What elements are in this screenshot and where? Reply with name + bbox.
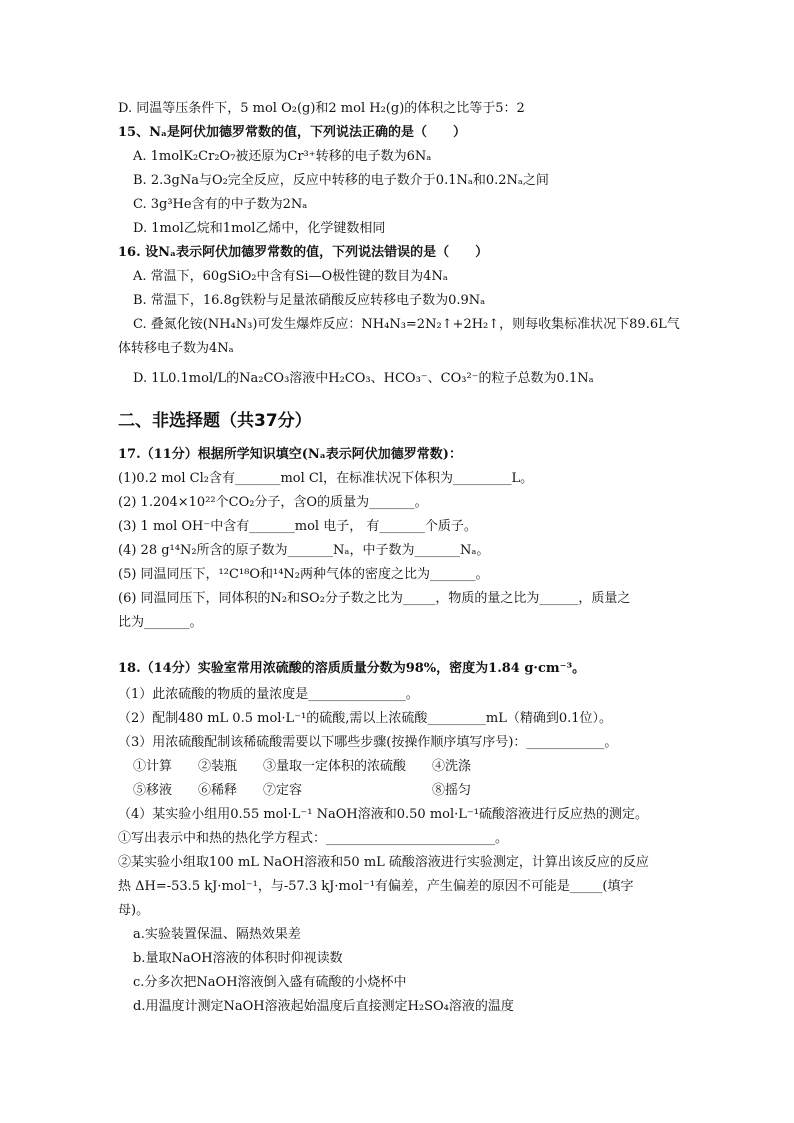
q16-option-c-cont: 体转移电子数为4Nₐ [118, 341, 234, 356]
q18-part-1: （1）此浓硫酸的物质的量浓度是_______________。 [118, 687, 419, 702]
q18-steps-row-2: ⑤移液 ⑥稀释 ⑦定容 ⑧摇匀 [133, 783, 472, 798]
question-18: 18.（14分）实验室常用浓硫酸的溶质质量分数为98%，密度为1.84 g·cm⁻³。 [118, 661, 586, 676]
q18-part-3: （3）用浓硫酸配制该稀硫酸需要以下哪些步骤(按操作顺序填写序号)：____________。 [118, 735, 618, 750]
q18-choice-c: c.分多次把NaOH溶液倒入盛有硫酸的小烧杯中 [133, 975, 407, 990]
q17-part-4: (4) 28 g¹⁴N₂所含的原子数为_______Nₐ，中子数为_______Nₐ。 [118, 543, 490, 558]
q18-part-4: （4）某实验小组用0.55 mol·L⁻¹ NaOH溶液和0.50 mol·L⁻¹硫酸溶液进行反应热的测定。 [118, 807, 648, 822]
q17-part-1: (1)0.2 mol Cl₂含有_______mol Cl，在标准状况下体积为_________L。 [118, 471, 534, 486]
q15-option-a: A. 1molK₂Cr₂O₇被还原为Cr³⁺转移的电子数为6Nₐ [133, 149, 432, 164]
q15-option-b: B. 2.3gNa与O₂完全反应，反应中转移的电子数介于0.1Nₐ和0.2Nₐ之间 [133, 173, 549, 188]
q18-steps-row-1: ①计算 ②装瓶 ③量取一定体积的浓硫酸 ④洗涤 [133, 759, 472, 774]
section-heading: 二、非选择题（共37分） [118, 411, 312, 431]
q18-part-4-2-cont: 热 ΔH=-53.5 kJ·mol⁻¹，与-57.3 kJ·mol⁻¹有偏差，产生偏差的原因不可能是_____(填字 [118, 879, 634, 894]
q16-option-b: B. 常温下，16.8g铁粉与足量浓硝酸反应转移电子数为0.9Nₐ [133, 293, 486, 308]
q18-choice-a: a.实验装置保温、隔热效果差 [133, 927, 301, 942]
q18-part-4-1: ①写出表示中和热的热化学方程式：__________________________。 [118, 831, 509, 846]
q18-choice-b: b.量取NaOH溶液的体积时仰视读数 [133, 951, 343, 966]
q18-part-2: （2）配制480 mL 0.5 mol·L⁻¹的硫酸,需以上浓硫酸_________mL（精确到0.1位）。 [118, 711, 613, 726]
q15-option-c: C. 3g³He含有的中子数为2Nₐ [133, 197, 308, 212]
q17-part-2: (2) 1.204×10²²个CO₂分子，含O的质量为_______。 [118, 495, 428, 510]
q18-part-4-2: ②某实验小组取100 mL NaOH溶液和50 mL 硫酸溶液进行实验测定，计算出该反应的反应 [118, 855, 649, 870]
q16-option-c: C. 叠氮化铵(NH₄N₃)可发生爆炸反应：NH₄N₃=2N₂↑+2H₂↑，则每收集标准状况下89.6L气 [133, 317, 680, 332]
q16-option-a: A. 常温下，60gSiO₂中含有Si—O极性键的数目为4Nₐ [133, 269, 448, 284]
question-17: 17.（11分）根据所学知识填空(Nₐ表示阿伏加德罗常数)： [118, 447, 462, 462]
q14-option-d: D. 同温等压条件下，5 mol O₂(g)和2 mol H₂(g)的体积之比等于5：2 [118, 101, 525, 116]
q17-part-3: (3) 1 mol OH⁻中含有_______mol 电子， 有_______个质子。 [118, 519, 477, 534]
q18-choice-d: d.用温度计测定NaOH溶液起始温度后直接测定H₂SO₄溶液的温度 [133, 999, 514, 1014]
q16-option-d: D. 1L0.1mol/L的Na₂CO₃溶液中H₂CO₃、HCO₃⁻、CO₃²⁻的粒子总数为0.1Nₐ [133, 371, 594, 386]
q17-part-5: (5) 同温同压下，¹²C¹⁸O和¹⁴N₂两种气体的密度之比为_______。 [118, 567, 489, 582]
q18-part-4-2-cont2: 母)。 [118, 903, 150, 918]
q17-part-6-cont: 比为_______。 [118, 615, 203, 630]
q15-option-d: D. 1mol乙烷和1mol乙烯中，化学键数相同 [133, 221, 386, 236]
question-15: 15、Nₐ是阿伏加德罗常数的值，下列说法正确的是（ ） [118, 125, 467, 140]
question-16: 16. 设Nₐ表示阿伏加德罗常数的值，下列说法错误的是（ ） [118, 245, 489, 260]
q17-part-6: (6) 同温同压下，同体积的N₂和SO₂分子数之比为_____，物质的量之比为______，质量之 [118, 591, 631, 606]
